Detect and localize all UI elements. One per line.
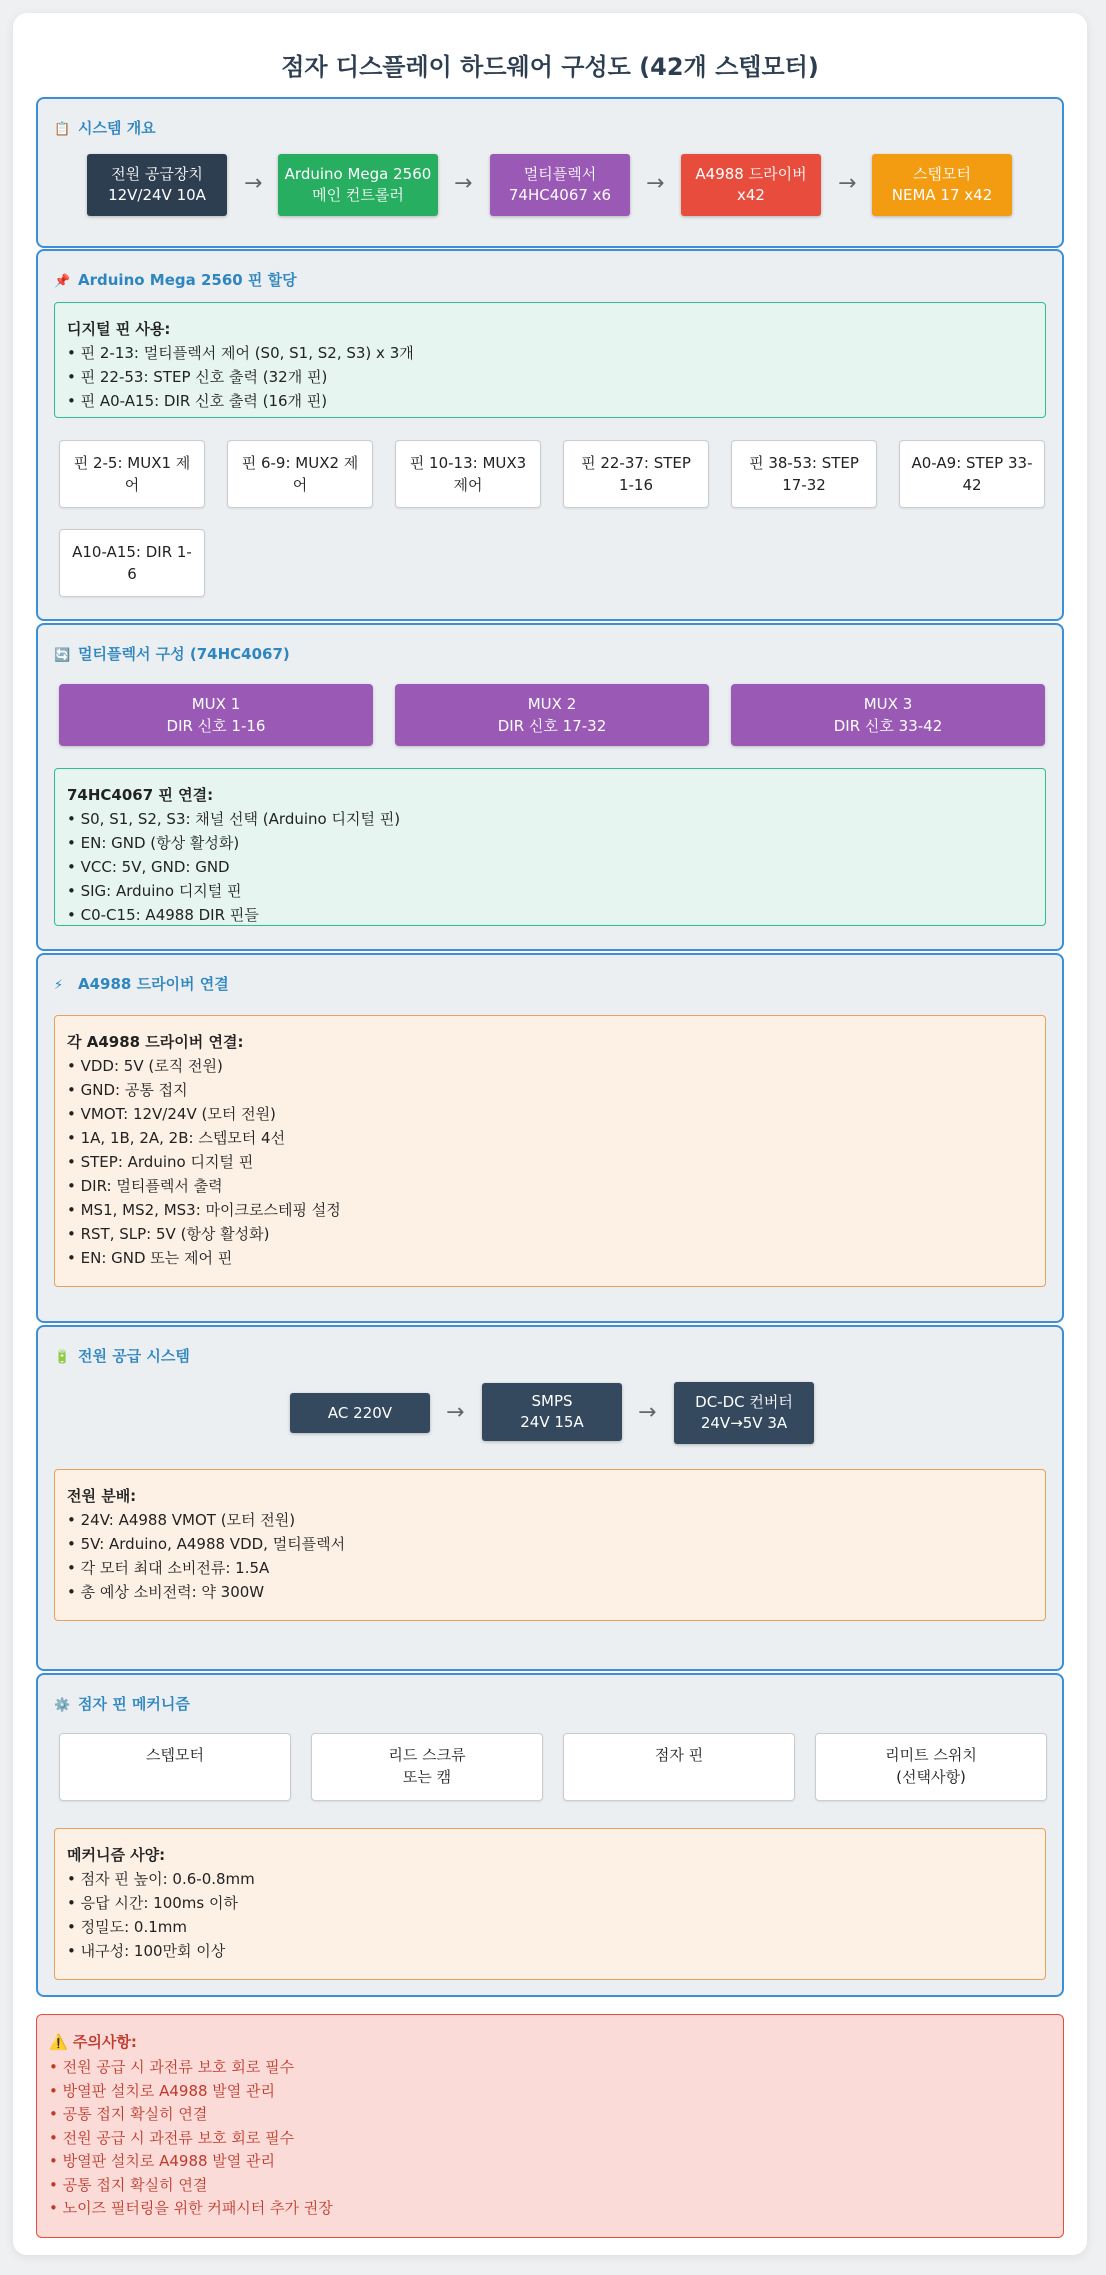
diagram-page <box>13 13 1087 2255</box>
warning-item: • 공통 접지 확실히 연결 <box>49 2175 208 2194</box>
lightning-icon: ⚡ <box>54 978 64 993</box>
section-system-overview <box>36 97 1064 248</box>
flow-box-arduino: Arduino Mega 2560 메인 컨트롤러 <box>278 154 438 216</box>
flow-box-power-supply: 전원 공급장치 12V/24V 10A <box>87 154 227 216</box>
warning-box <box>36 2014 1064 2238</box>
clipboard-icon: 📋 <box>54 122 71 137</box>
pin-icon: 📌 <box>54 274 71 289</box>
warning-item: • 전원 공급 시 과전류 보호 회로 필수 <box>49 2128 295 2147</box>
mechanism-spec-note: 메커니즘 사양: • 점자 핀 높이: 0.6-0.8mm • 응답 시간: 100ms 이하 • 정밀도: 0.1mm • 내구성: 100만회 이상 <box>54 1828 1046 1980</box>
section-title: ⚙️ 점자 핀 메커니즘 <box>54 1695 190 1713</box>
mux-pin-note: 74HC4067 핀 연결: • S0, S1, S2, S3: 채널 선택 (Arduino 디지털 핀) • EN: GND (항상 활성화) • VCC: 5V, GND: GND • SIG: Arduino 디지털 핀 • C0-C15: A4988 DIR 핀들 <box>54 768 1046 926</box>
arrow-icon: → <box>646 171 665 196</box>
refresh-icon: 🔄 <box>54 648 71 663</box>
warning-item: • 방열판 설치로 A4988 발열 관리 <box>49 2081 276 2100</box>
section-multiplexer <box>36 623 1064 951</box>
driver-connection-note: 각 A4988 드라이버 연결: • VDD: 5V (로직 전원) • GND: 공통 접지 • VMOT: 12V/24V (모터 전원) • 1A, 1B, 2A, 2B: 스텝모터 4선 • STEP: Arduino 디지털 핀 • DIR: 멀티플렉서 출력 • MS1, MS2, MS3: 마이크로스테핑 설정 • RST, SLP: 5V (항상 활성화) • EN: GND 또는 제어 핀 <box>54 1015 1046 1287</box>
arrow-icon: → <box>638 1400 657 1425</box>
pin-card: 핀 2-5: MUX1 제어 <box>59 440 205 508</box>
power-distribution-note: 전원 분배: • 24V: A4988 VMOT (모터 전원) • 5V: Arduino, A4988 VDD, 멀티플렉서 • 각 모터 최대 소비전류: 1.5A • 총 예상 소비전력: 약 300W <box>54 1469 1046 1621</box>
pin-card: 핀 6-9: MUX2 제어 <box>227 440 373 508</box>
warning-item: • 전원 공급 시 과전류 보호 회로 필수 <box>49 2058 295 2076</box>
digital-pin-note: 디지털 핀 사용: • 핀 2-13: 멀티플렉서 제어 (S0, S1, S2, S3) x 3개 • 핀 22-53: STEP 신호 출력 (32개 핀) • 핀 A0-A15: DIR 신호 출력 (16개 핀) <box>54 302 1046 418</box>
pin-card: 핀 22-37: STEP 1-16 <box>563 440 709 508</box>
power-box-smps: SMPS 24V 15A <box>482 1383 622 1441</box>
section-title: ⚡ A4988 드라이버 연결 <box>54 975 229 993</box>
arrow-icon: → <box>838 171 857 196</box>
section-title: 📌 Arduino Mega 2560 핀 할당 <box>54 271 297 289</box>
pin-card: A10-A15: DIR 1-6 <box>59 529 205 597</box>
arrow-icon: → <box>446 1400 465 1425</box>
arrow-icon: → <box>244 171 263 196</box>
pin-card: A0-A9: STEP 33-42 <box>899 440 1045 508</box>
warning-title: ⚠️ 주의사항: <box>49 2033 137 2051</box>
section-arduino-pins <box>36 249 1064 621</box>
warning-item: • 방열판 설치로 A4988 발열 관리 <box>49 2152 276 2170</box>
arrow-icon: → <box>454 171 473 196</box>
pin-card: 핀 10-13: MUX3 제어 <box>395 440 541 508</box>
mux-box-1: MUX 1 DIR 신호 1-16 <box>59 684 373 746</box>
warning-icon: ⚠️ <box>49 2033 68 2051</box>
gear-icon: ⚙️ <box>54 1698 71 1713</box>
section-title: 🔋 전원 공급 시스템 <box>54 1347 190 1365</box>
section-mechanism <box>36 1673 1064 1997</box>
battery-icon: 🔋 <box>54 1350 71 1365</box>
section-title: 📋 시스템 개요 <box>54 119 156 137</box>
flow-box-multiplexer: 멀티플렉서 74HC4067 x6 <box>490 154 630 216</box>
warning-item: • 공통 접지 확실히 연결 <box>49 2105 208 2123</box>
section-title: 🔄 멀티플렉서 구성 (74HC4067) <box>54 645 290 663</box>
flow-box-stepper: 스텝모터 NEMA 17 x42 <box>872 154 1012 216</box>
section-driver <box>36 953 1064 1323</box>
power-box-dcdc: DC-DC 컨버터 24V→5V 3A <box>674 1382 814 1444</box>
mux-box-3: MUX 3 DIR 신호 33-42 <box>731 684 1045 746</box>
mechanism-card-limit-switch: 리미트 스위치 (선택사항) <box>815 1733 1047 1801</box>
section-power-supply <box>36 1325 1064 1671</box>
mechanism-card-stepper: 스텝모터 <box>59 1733 291 1801</box>
pin-card: 핀 38-53: STEP 17-32 <box>731 440 877 508</box>
page-title: 점자 디스플레이 하드웨어 구성도 (42개 스텝모터) <box>281 53 819 81</box>
flow-box-driver: A4988 드라이버 x42 <box>681 154 821 216</box>
mechanism-card-lead-screw: 리드 스크류 또는 캠 <box>311 1733 543 1801</box>
mechanism-card-braille-pin: 점자 핀 <box>563 1733 795 1801</box>
warning-item: • 노이즈 필터링을 위한 커패시터 추가 권장 <box>49 2199 333 2217</box>
mux-box-2: MUX 2 DIR 신호 17-32 <box>395 684 709 746</box>
power-box-ac: AC 220V <box>290 1393 430 1433</box>
